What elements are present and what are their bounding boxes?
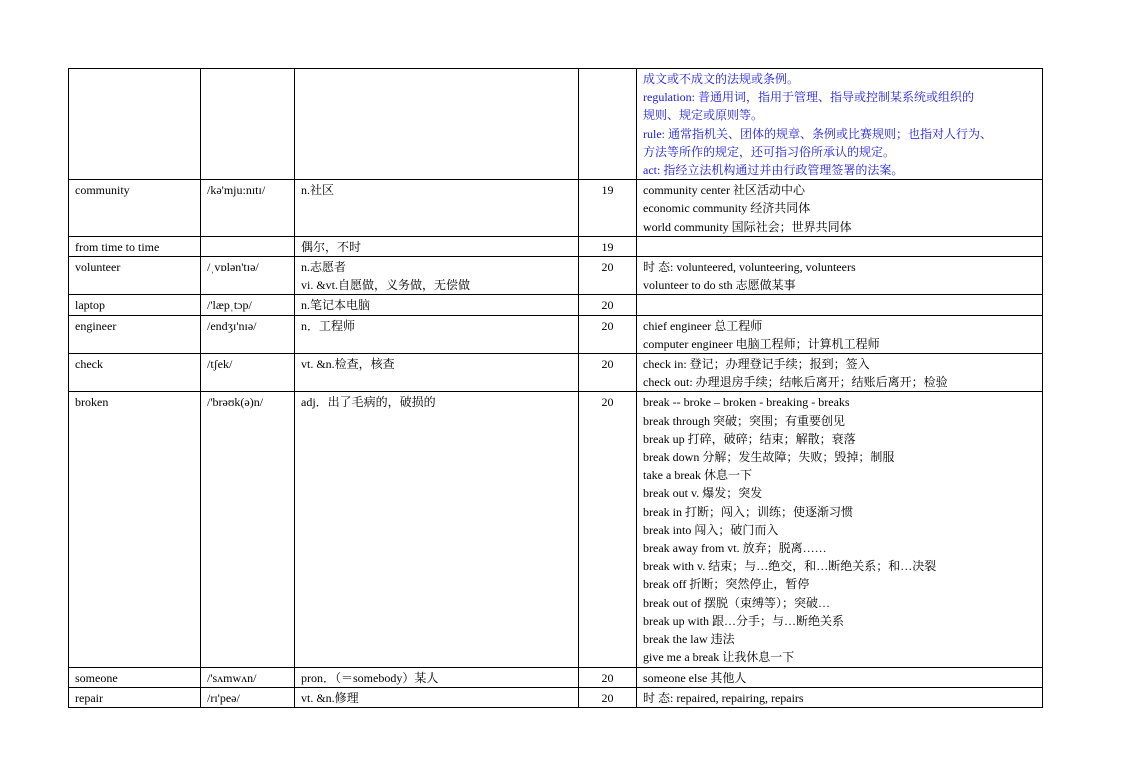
note-line: check out: 办理退房手续；结帐后离开；结账后离开；检验 [643, 375, 948, 390]
word-cell: broken [69, 392, 201, 667]
unit-cell: 20 [579, 354, 637, 392]
note-line: break through 突破；突围；有重要创见 [643, 413, 845, 428]
phonetic-cell: /'sʌmwʌn/ [201, 667, 295, 687]
notes-cell [637, 667, 1043, 687]
meaning-line: vi. &vt.自愿做，义务做，无偿做 [301, 278, 471, 293]
table-row [69, 236, 1043, 256]
note-line: 成文或不成文的法规或条例。 [643, 72, 800, 86]
unit-cell: 20 [579, 295, 637, 315]
meaning-line: adj．出了毛病的，破损的 [301, 395, 436, 410]
note-line: 规则、规定或原则等。 [643, 108, 764, 123]
note-line: economic community 经济共同体 [643, 201, 811, 216]
phonetic-cell: /tʃek/ [201, 354, 295, 392]
meaning-line: vt. &n.检查，核查 [301, 357, 395, 372]
notes-cell [637, 687, 1043, 707]
note-line: give me a break 让我休息一下 [643, 650, 795, 665]
table-row [69, 667, 1043, 687]
meaning-line: n.社区 [301, 183, 335, 198]
note-line: break out of 摆脱（束缚等）；突破… [643, 595, 830, 610]
notes-cell [637, 392, 1043, 667]
note-line: break with v. 结束；与…绝交，和…断绝关系；和…决裂 [643, 559, 937, 574]
note-line: volunteer to do sth 志愿做某事 [643, 278, 796, 293]
phonetic-cell [201, 236, 295, 256]
phonetic-cell: /endʒɪ'nɪə/ [201, 315, 295, 353]
table-row [69, 295, 1043, 315]
note-line: chief engineer 总工程师 [643, 318, 763, 333]
meaning-line: 偶尔，不时 [301, 239, 362, 254]
phonetic-cell: /'læpˌtɔp/ [201, 295, 295, 315]
note-line: take a break 休息一下 [643, 468, 752, 483]
note-line: break out v. 爆发；突发 [643, 486, 763, 501]
table-row [69, 687, 1043, 707]
note-line: 方法等所作的规定，还可指习俗所承认的规定。 [643, 144, 896, 159]
unit-cell [579, 69, 637, 180]
meaning-line: pron．（＝somebody）某人 [301, 670, 439, 685]
note-line: break in 打断；闯入；训练；使逐渐习惯 [643, 504, 853, 519]
note-line: act: 指经立法机构通过并由行政管理签署的法案。 [643, 163, 904, 178]
note-line: 时 态: volunteered, volunteering, volunteers [643, 260, 856, 275]
table-row [69, 257, 1043, 295]
meaning-line: n．工程师 [301, 318, 356, 333]
meaning-line: n.笔记本电脑 [301, 298, 371, 313]
phonetic-cell: /kə'mju:nɪtɪ/ [201, 180, 295, 237]
vocabulary-table [68, 68, 1043, 708]
notes-cell [637, 236, 1043, 256]
phonetic-cell: /'brəʊk(ə)n/ [201, 392, 295, 667]
word-cell: check [69, 354, 201, 392]
unit-cell: 19 [579, 236, 637, 256]
meaning-line: vt. &n.修理 [301, 690, 359, 705]
word-cell: laptop [69, 295, 201, 315]
unit-cell: 19 [579, 180, 637, 237]
word-cell: engineer [69, 315, 201, 353]
meaning-line: n.志愿者 [301, 260, 347, 275]
word-cell [69, 69, 201, 180]
meaning-cell [295, 687, 579, 707]
word-cell: repair [69, 687, 201, 707]
word-cell: volunteer [69, 257, 201, 295]
notes-cell [637, 354, 1043, 392]
phonetic-cell [201, 69, 295, 180]
note-line: break into 闯入；破门而入 [643, 522, 779, 537]
note-line: community center 社区活动中心 [643, 183, 805, 198]
note-line: break up with 跟…分手；与…断绝关系 [643, 613, 844, 628]
note-line: rule: 通常指机关、团体的规章、条例或比赛规则；也指对人行为、 [643, 126, 992, 141]
phonetic-cell: /rɪ'peə/ [201, 687, 295, 707]
note-line: regulation: 普通用词，指用于管理、指导或控制某系统或组织的 [643, 90, 974, 105]
meaning-cell [295, 392, 579, 667]
table-row [69, 392, 1043, 667]
note-line: 时 态: repaired, repairing, repairs [643, 690, 804, 705]
notes-cell [637, 257, 1043, 295]
unit-cell: 20 [579, 667, 637, 687]
note-line: check in: 登记；办理登记手续；报到；签入 [643, 357, 870, 372]
note-line: someone else 其他人 [643, 670, 747, 685]
meaning-cell [295, 667, 579, 687]
note-line: break up 打碎，破碎；结束；解散；衰落 [643, 431, 856, 446]
word-cell: someone [69, 667, 201, 687]
meaning-cell [295, 236, 579, 256]
meaning-cell [295, 315, 579, 353]
meaning-cell [295, 257, 579, 295]
note-line: break off 折断；突然停止，暂停 [643, 577, 810, 592]
notes-cell [637, 180, 1043, 237]
meaning-cell [295, 295, 579, 315]
note-line: computer engineer 电脑工程师；计算机工程师 [643, 336, 880, 351]
unit-cell: 20 [579, 315, 637, 353]
word-cell: community [69, 180, 201, 237]
phonetic-cell: /ˌvɒlən'tɪə/ [201, 257, 295, 295]
note-line: break away from vt. 放弃；脱离…… [643, 541, 827, 556]
unit-cell: 20 [579, 687, 637, 707]
notes-cell [637, 69, 1043, 180]
notes-cell [637, 315, 1043, 353]
meaning-cell [295, 354, 579, 392]
meaning-cell [295, 69, 579, 180]
table-row [69, 69, 1043, 180]
note-line: break -- broke – broken - breaking - breaks [643, 395, 850, 410]
note-line: break the law 违法 [643, 632, 735, 647]
table-row [69, 180, 1043, 237]
notes-cell [637, 295, 1043, 315]
note-line: break down 分解；发生故障；失败；毁掉；制服 [643, 450, 895, 465]
word-cell: from time to time [69, 236, 201, 256]
table-row [69, 354, 1043, 392]
note-line: world community 国际社会；世界共同体 [643, 219, 852, 234]
table-row [69, 315, 1043, 353]
meaning-cell [295, 180, 579, 237]
unit-cell: 20 [579, 392, 637, 667]
unit-cell: 20 [579, 257, 637, 295]
vocabulary-page [68, 68, 1043, 708]
